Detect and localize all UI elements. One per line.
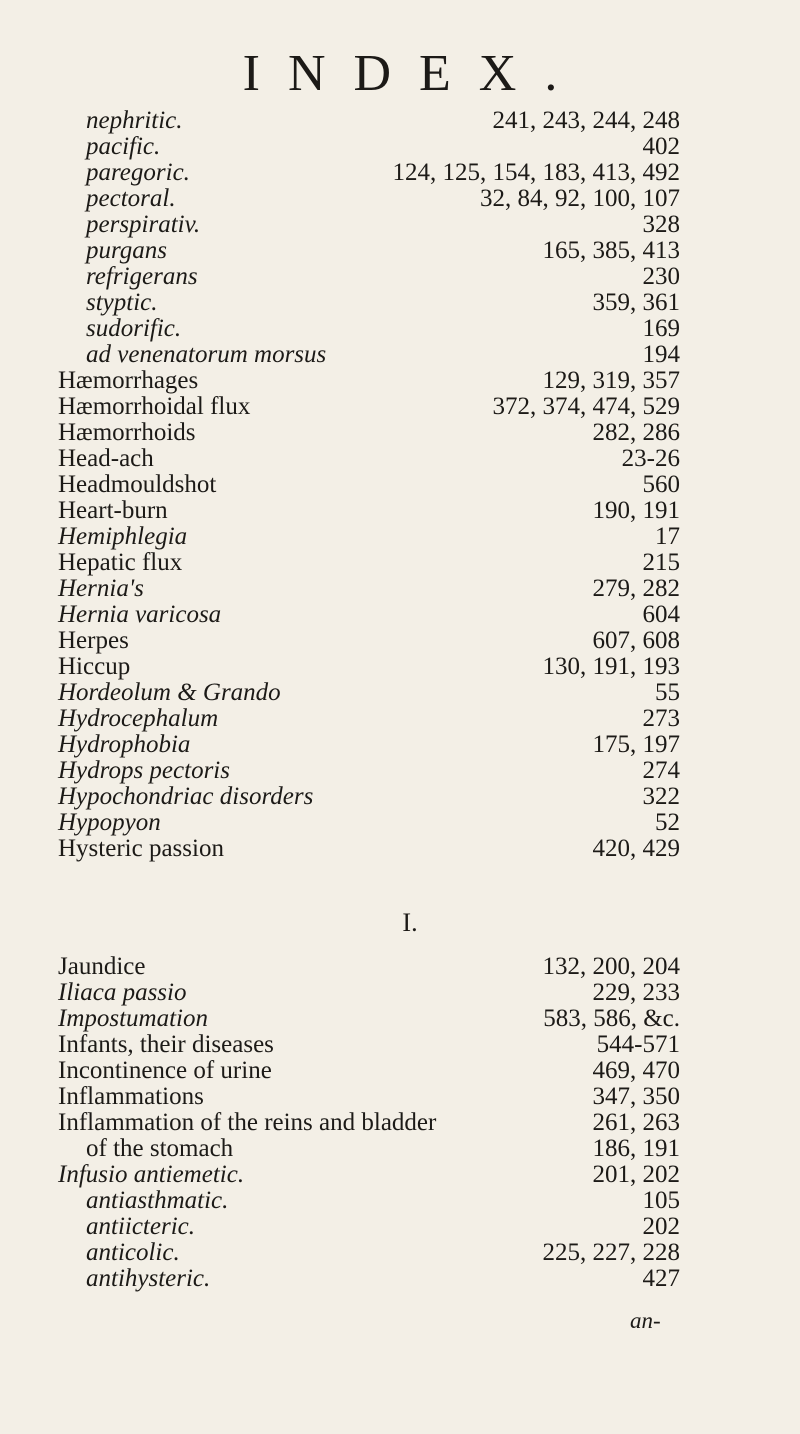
index-pages: 215 [642,549,680,576]
index-entry [58,186,680,212]
index-pages: 328 [642,211,680,238]
index-pages: 279, 282 [592,575,680,602]
index-entry [58,524,680,550]
index-pages: 55 [655,679,680,706]
index-term: Hydrops pectoris [58,757,230,784]
index-pages: 229, 233 [592,979,680,1006]
index-entry [58,1006,680,1032]
index-entry [58,1136,680,1162]
index-term: styptic. [86,289,158,316]
index-entry [58,1266,680,1292]
section-letter: I. [402,908,418,937]
index-entry [58,212,680,238]
index-term: Herpes [58,627,129,654]
index-entry [58,108,680,134]
index-pages: 194 [642,341,680,368]
index-term: antihysteric. [86,1265,211,1292]
index-term: Jaundice [58,953,146,980]
index-term: Hydrocephalum [58,705,219,732]
index-term: Hydrophobia [58,731,191,758]
index-entry [58,394,680,420]
index-term: sudorific. [86,315,182,342]
index-entry [58,316,680,342]
index-entry [58,290,680,316]
index-term: Head-ach [58,445,154,472]
index-term: antiicteric. [86,1213,195,1240]
index-term: Iliaca passio [58,979,187,1006]
index-entry [58,758,680,784]
index-term: Inflammation of the reins and bladder [58,1109,437,1136]
index-pages: 17 [655,523,680,550]
index-entry [58,1084,680,1110]
index-term: Hepatic flux [58,549,183,576]
index-pages: 273 [642,705,680,732]
index-entry [58,732,680,758]
index-term: Hypopyon [58,809,161,836]
index-pages: 32, 84, 92, 100, 107 [480,185,680,212]
index-term: antiasthmatic. [86,1187,229,1214]
index-pages: 186, 191 [592,1135,680,1162]
index-pages: 165, 385, 413 [542,237,680,264]
index-entry [58,134,680,160]
index-pages: 372, 374, 474, 529 [492,393,680,420]
index-term: paregoric. [86,159,190,186]
index-pages: 169 [642,315,680,342]
index-entry [58,368,680,394]
index-pages: 282, 286 [592,419,680,446]
index-block-h [58,108,680,862]
index-term: purgans [86,237,168,264]
index-pages: 124, 125, 154, 183, 413, 492 [392,159,680,186]
index-entry [58,160,680,186]
index-pages: 560 [642,471,680,498]
index-term: Hæmorrhages [58,367,199,394]
index-term: Infusio antiemetic. [58,1161,245,1188]
index-term: Incontinence of urine [58,1057,272,1084]
index-pages: 132, 200, 204 [542,953,680,980]
index-pages: 52 [655,809,680,836]
index-entry [58,1240,680,1266]
index-entry [58,238,680,264]
index-entry [58,1110,680,1136]
index-term: Hemiphlegia [58,523,188,550]
index-pages: 347, 350 [592,1083,680,1110]
index-block-i [58,954,680,1292]
index-entry [58,472,680,498]
index-term: perspirativ. [86,211,201,238]
index-pages: 230 [642,263,680,290]
index-pages: 544-571 [596,1031,680,1058]
index-term: ad venenatorum morsus [86,341,327,368]
index-pages: 427 [642,1265,680,1292]
index-entry [58,420,680,446]
index-term: Hernia's [58,575,144,602]
index-entry [58,954,680,980]
index-term: Hernia varicosa [58,601,222,628]
index-pages: 241, 243, 244, 248 [492,107,680,134]
index-entry [58,1032,680,1058]
index-entry [58,264,680,290]
page-header: INDEX. [242,45,586,102]
index-term: Inflammations [58,1083,204,1110]
index-term: Hypochondriac disorders [58,783,314,810]
index-pages: 129, 319, 357 [542,367,680,394]
index-entry [58,576,680,602]
index-pages: 225, 227, 228 [542,1239,680,1266]
index-pages: 420, 429 [592,835,680,862]
index-entry [58,1162,680,1188]
index-pages: 190, 191 [592,497,680,524]
index-pages: 469, 470 [592,1057,680,1084]
index-pages: 201, 202 [592,1161,680,1188]
index-term: pacific. [86,133,161,160]
index-entry [58,446,680,472]
index-entry [58,1188,680,1214]
index-pages: 261, 263 [592,1109,680,1136]
index-term: Heart-burn [58,497,168,524]
index-entry [58,1058,680,1084]
catchword: an- [630,1308,661,1333]
index-term: Hordeolum & Grando [58,679,281,706]
index-pages: 23-26 [621,445,680,472]
index-term: pectoral. [86,185,176,212]
index-term: Infants, their diseases [58,1031,274,1058]
index-entry [58,654,680,680]
index-term: refrigerans [86,263,198,290]
index-entry [58,342,680,368]
index-term: anticolic. [86,1239,180,1266]
index-pages: 274 [642,757,680,784]
index-entry [58,680,680,706]
index-entry [58,836,680,862]
index-entry [58,810,680,836]
index-entry [58,706,680,732]
index-pages: 583, 586, &c. [543,1005,680,1032]
index-term: Headmouldshot [58,471,217,498]
index-entry [58,498,680,524]
index-term: Hæmorrhoids [58,419,196,446]
index-entry [58,628,680,654]
index-term: of the stomach [86,1135,234,1162]
index-entry [58,784,680,810]
index-entry [58,550,680,576]
index-term: Hiccup [58,653,131,680]
index-pages: 130, 191, 193 [542,653,680,680]
index-pages: 402 [642,133,680,160]
index-pages: 607, 608 [592,627,680,654]
index-pages: 359, 361 [592,289,680,316]
index-term: nephritic. [86,107,183,134]
index-pages: 322 [642,783,680,810]
index-entry [58,1214,680,1240]
index-term: Hæmorrhoidal flux [58,393,251,420]
index-entry [58,602,680,628]
index-pages: 202 [642,1213,680,1240]
index-pages: 604 [642,601,680,628]
index-entry [58,980,680,1006]
index-term: Impostumation [58,1005,208,1032]
index-pages: 175, 197 [592,731,680,758]
index-term: Hysteric passion [58,835,224,862]
index-pages: 105 [642,1187,680,1214]
